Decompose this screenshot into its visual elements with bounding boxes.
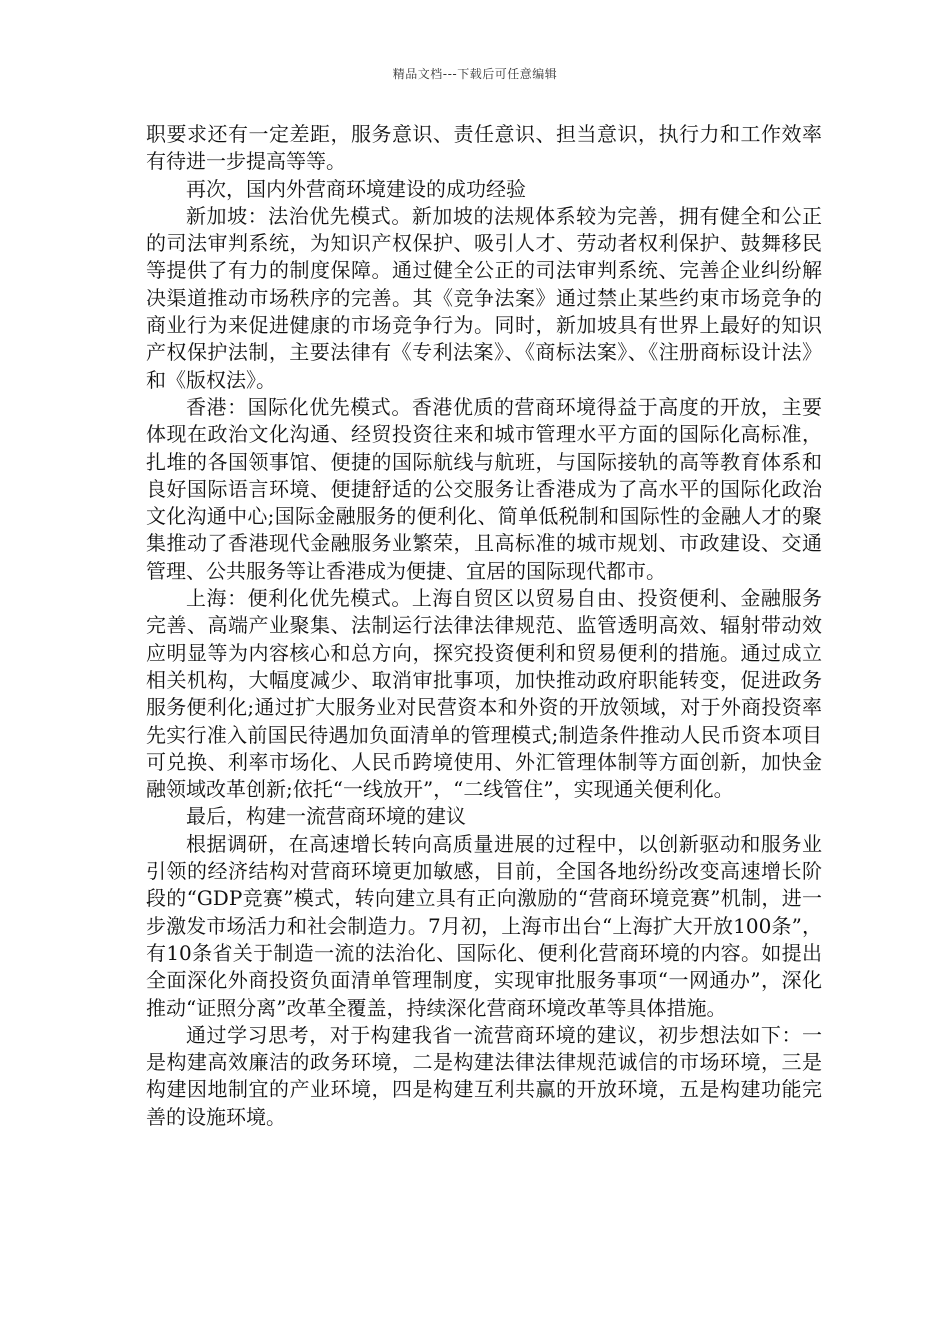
section-heading-experience: 再次，国内外营商环境建设的成功经验 xyxy=(186,176,526,201)
paragraph-conclusion: 通过学习思考，对于构建我省一流营商环境的建议，初步想法如下：一是构建高效廉洁的政务环境，二是构建法律法律规范诚信的市场环境，三是构建因地制宜的产业环境，四是构建互利共赢的开放环境，五是构建功能完善的设施环境。 xyxy=(146,1022,822,1129)
paragraph-research: 根据调研，在高速增长转向高质量进展的过程中，以创新驱动和服务业引领的经济结构对营商环境更加敏感，目前，全国各地纷纷改变高速增长阶段的“GDP竞赛”模式，转向建立具有正向激励的“营商环境竞赛”机制，进一步激发市场活力和社会制造力。7月初，上海市出台“上海扩大开放100条”，有10条省关于制造一流的法治化、国际化、便利化营商环境的内容。如提出全面深化外商投资负面清单管理制度，实现审批服务事项“一网通办”，深化推动“证照分离”改革全覆盖，持续深化营商环境改革等具体措施。 xyxy=(146,831,822,1020)
paragraph-continuation: 职要求还有一定差距，服务意识、责任意识、担当意识，执行力和工作效率有待进一步提高等等。 xyxy=(146,122,822,174)
paragraph-hongkong: 香港：国际化优先模式。香港优质的营商环境得益于高度的开放，主要体现在政治文化沟通、经贸投资往来和城市管理水平方面的国际化高标准，扎堆的各国领事馆、便捷的国际航线与航班，与国际接轨的高等教育体系和良好国际语言环境、便捷舒适的公交服务让香港成为了高水平的国际化政治文化沟通中心;国际金融服务的便利化、简单低税制和国际性的金融人才的聚集推动了香港现代金融服务业繁荣，且高标准的城市规划、市政建设、交通管理、公共服务等让香港成为便捷、宜居的国际现代都市。 xyxy=(146,394,822,583)
page-header: 精品文档---下载后可任意编辑 xyxy=(392,67,558,81)
paragraph-singapore: 新加坡：法治优先模式。新加坡的法规体系较为完善，拥有健全和公正的司法审判系统，为知识产权保护、吸引人才、劳动者权利保护、鼓舞移民等提供了有力的制度保障。通过健全公正的司法审判系统、完善企业纠纷解决渠道推动市场秩序的完善。其《竞争法案》通过禁止某些约束市场竞争的商业行为来促进健康的市场竞争行为。同时，新加坡具有世界上最好的知识产权保护法制，主要法律有《专利法案》、《商标法案》、《注册商标设计法》和《版权法》。 xyxy=(146,203,822,392)
section-heading-suggestions: 最后，构建一流营商环境的建议 xyxy=(186,804,466,829)
paragraph-shanghai: 上海：便利化优先模式。上海自贸区以贸易自由、投资便利、金融服务完善、高端产业聚集、法制运行法律法律规范、监管透明高效、辐射带动效应明显等为内容核心和总方向，探究投资便利和贸易便利的措施。通过成立相关机构，大幅度减少、取消审批事项，加快推动政府职能转变，促进政务服务便利化;通过扩大服务业对民营资本和外资的开放领域，对于外商投资率先实行准入前国民待遇加负面清单的管理模式;制造条件推动人民币资本项目可兑换、利率市场化、人民币跨境使用、外汇管理体制等方面创新，加快金融领域改革创新;依托“一线放开”，“二线管住”，实现通关便利化。 xyxy=(146,586,822,802)
document-body xyxy=(146,121,822,1131)
